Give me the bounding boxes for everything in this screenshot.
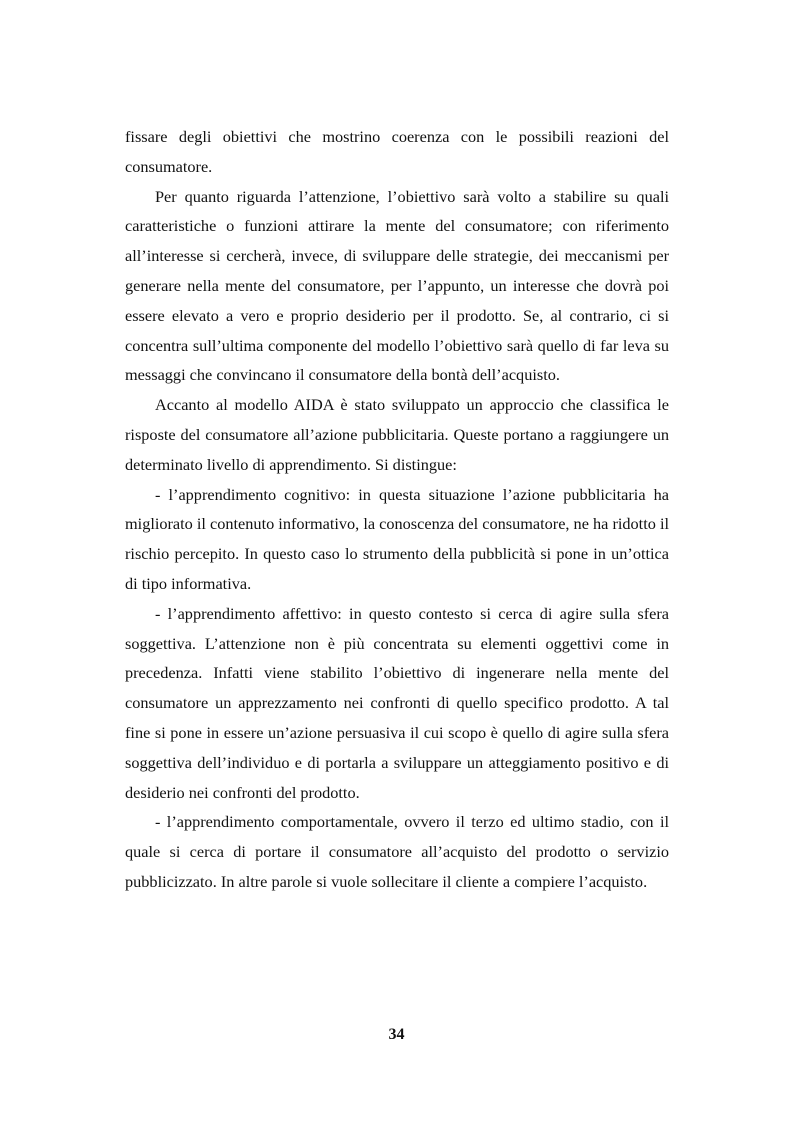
page-number: 34 [388, 1026, 405, 1043]
paragraph-attention-interest: Per quanto riguarda l’attenzione, l’obiettivo sarà volto a stabilire su quali caratteristiche o funzioni attirare la mente del consumatore; con riferimento all’interesse si cercherà, invece, di sviluppare delle strategie, dei meccanismi per generare nella mente del consumatore, per l’appunto, un interesse che dovrà poi essere elevato a vero e proprio desiderio per il prodotto. Se, al contrario, ci si concentra sull’ultima componente del modello l’obiettivo sarà quello di far leva su messaggi che convincano il consumatore della bontà dell’acquisto. [125, 186, 669, 385]
paragraph-affective-learning: - l’apprendimento affettivo: in questo contesto si cerca di agire sulla sfera soggettiva. L’attenzione non è più concentrata su elementi oggettivi come in precedenza. Infatti viene stabilito l’obiettivo di ingenerare nella mente del consumatore un apprezzamento nei confronti di quello specifico prodotto. A tal fine si pone in essere un’azione persuasiva il cui scopo è quello di agire sulla sfera soggettiva dell’individuo e di portarla a sviluppare un atteggiamento positivo e di desiderio nei confronti del prodotto. [125, 603, 669, 802]
paragraph-behavioral-learning: - l’apprendimento comportamentale, ovvero il terzo ed ultimo stadio, con il quale si cerca di portare il consumatore all’acquisto del prodotto o servizio pubblicizzato. In altre parole si vuole sollecitare il cliente a compiere l’acquisto. [125, 812, 669, 891]
paragraph-continuation: fissare degli obiettivi che mostrino coerenza con le possibili reazioni del consumatore. [125, 127, 669, 176]
paragraph-aida-approach: Accanto al modello AIDA è stato sviluppato un approccio che classifica le risposte del consumatore all’azione pubblicitaria. Queste portano a raggiungere un determinato livello di apprendimento. Si distingue: [125, 395, 669, 474]
paragraph-cognitive-learning: - l’apprendimento cognitivo: in questa situazione l’azione pubblicitaria ha migliorato il contenuto informativo, la conoscenza del consumatore, ne ha ridotto il rischio percepito. In questo caso lo strumento della pubblicità si pone in un’ottica di tipo informativa. [125, 484, 669, 593]
body-text [125, 122, 669, 897]
